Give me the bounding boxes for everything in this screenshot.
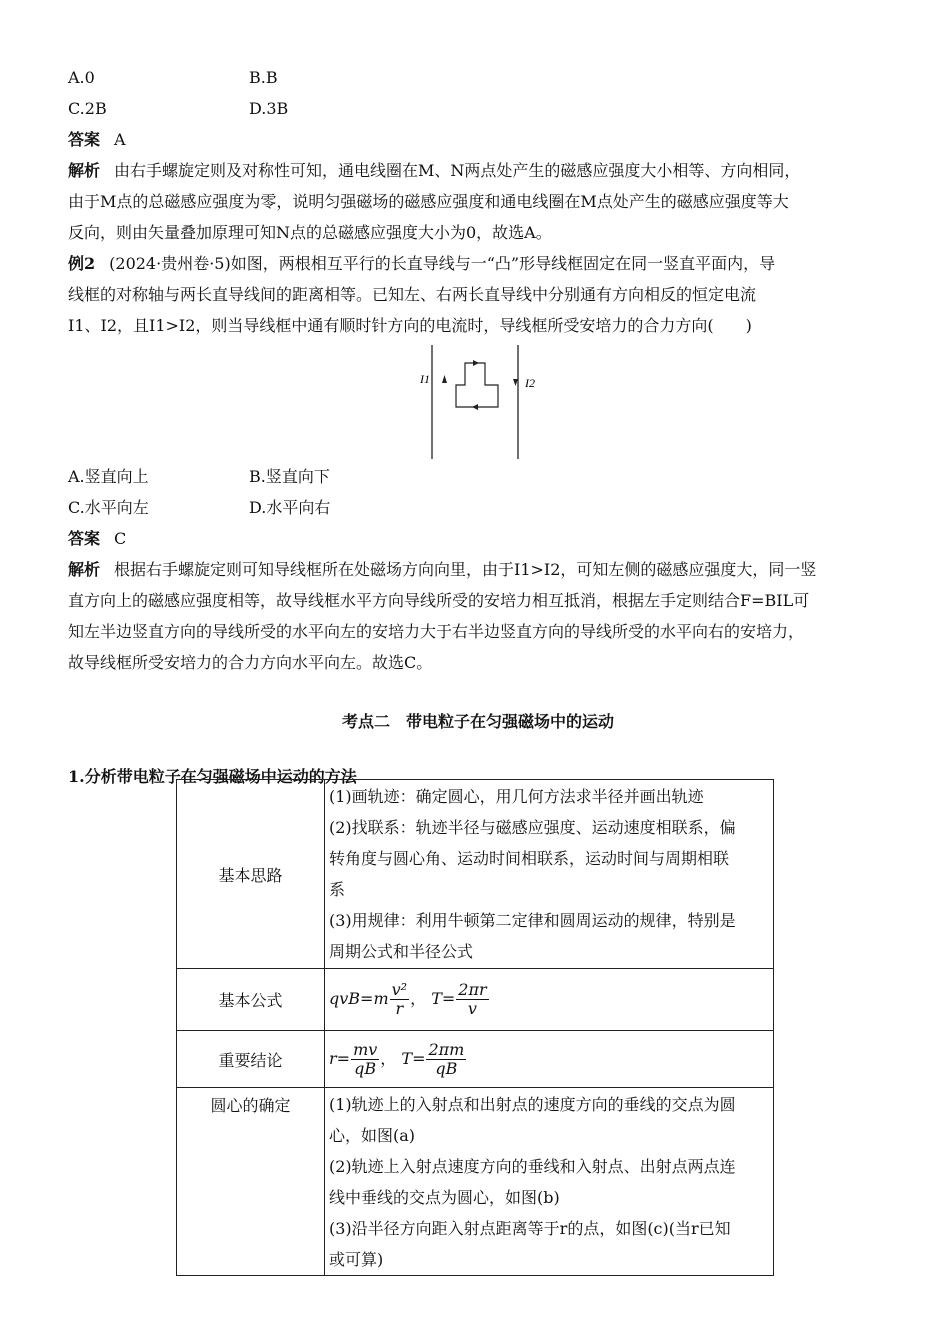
row-label-basic-formula: 基本公式: [177, 969, 325, 1031]
frame-current-arrow-icon: [473, 360, 479, 366]
right-current-label: I2: [525, 376, 535, 390]
row-label-key-conclusion: 重要结论: [177, 1031, 325, 1088]
q2-answer: [68, 523, 888, 554]
q1-option-a: A.0: [68, 68, 95, 87]
table-text-line: 或可算): [329, 1249, 384, 1269]
q2-answer-value: C: [114, 529, 127, 548]
q1-analysis-line: 反向，则由矢量叠加原理可知N点的总磁感应强度大小为0，故选A。: [68, 223, 552, 242]
row-content-basic-idea: [325, 780, 774, 969]
q2-analysis-label: 解析: [68, 560, 101, 579]
table-text-line: 系: [329, 880, 346, 899]
q1-option-b: B.B: [249, 68, 278, 87]
q2-option-a: A.竖直向上: [68, 467, 149, 486]
q1-analysis-line: 由右手螺旋定则及对称性可知，通电线圈在M、N两点处产生的磁感应强度大小相等、方向相同，: [114, 161, 801, 180]
q1-analysis-line: 由于M点的总磁感应强度为零，说明匀强磁场的磁感应强度和通电线圈在M点处产生的磁感应强度等大: [68, 192, 789, 211]
formula-qvb: qvB=m $\frac{\text{v²}}{r}$ ，: [329, 980, 427, 1018]
table-row: [177, 780, 774, 969]
table-text-line: 心，如图(a): [329, 1125, 416, 1145]
q1-analysis: [68, 155, 888, 248]
q2-analysis-line: 根据右手螺旋定则可知导线框所在处磁场方向向里，由于I1>I2，可知左侧的磁感应强度大，同一竖: [114, 560, 817, 579]
q2-stem-line: 如图，两根相互平行的长直导线与一“凸”形导线框固定在同一竖直平面内，导: [230, 254, 776, 273]
q2-options-row-1: [68, 461, 888, 492]
document-page: [68, 62, 888, 792]
formula-radius: r= $\frac{mv}{qB}$ ，: [329, 1039, 397, 1078]
q2-analysis-line: 直方向上的磁感应强度相等，故导线框水平方向导线所受的安培力相互抵消，根据左手定则结合F=BIL可: [68, 591, 810, 610]
q1-option-d: D.3B: [249, 99, 289, 118]
table-row: [177, 969, 774, 1031]
row-content-basic-formula: [325, 969, 774, 1031]
method-table: [176, 779, 774, 1276]
q2-label: 例2: [68, 254, 96, 273]
q1-answer: [68, 124, 888, 155]
q1-answer-label: 答案: [68, 130, 101, 149]
q2-source: (2024·贵州卷·5): [109, 254, 231, 273]
table-text-line: (1)画轨迹：确定圆心，用几何方法求半径并画出轨迹: [329, 787, 704, 806]
row-content-key-conclusion: [325, 1031, 774, 1088]
frame-current-arrow-icon: [472, 404, 478, 410]
q1-analysis-label: 解析: [68, 161, 101, 180]
q1-options-row-2: [68, 93, 888, 124]
table-text-line: (3)沿半径方向距入射点距离等于r的点，如图(c)(当r已知: [329, 1218, 731, 1238]
table-text-line: 转角度与圆心角、运动时间相联系，运动时间与周期相联: [329, 849, 730, 868]
table-text-line: (2)轨迹上入射点速度方向的垂线和入射点、出射点两点连: [329, 1156, 736, 1176]
row-label-basic-idea: 基本思路: [177, 780, 325, 969]
table-text-line: (2)找联系：轨迹半径与磁感应强度、运动速度相联系，偏: [329, 818, 736, 837]
right-wire-arrow-icon: [513, 379, 518, 386]
q2-analysis-line: 知左半边竖直方向的导线所受的水平向左的安培力大于右半边竖直方向的导线所受的水平向右的安培力，: [68, 622, 805, 641]
q2-analysis-line: 故导线框所受安培力的合力方向水平向左。故选C。: [68, 653, 433, 672]
q1-options-row-1: [68, 62, 888, 93]
q2-option-d: D.水平向右: [249, 498, 331, 517]
table-row: [177, 1031, 774, 1088]
table-text-line: (3)用规律：利用牛顿第二定律和圆周运动的规律，特别是: [329, 911, 736, 930]
convex-frame: [456, 363, 498, 407]
q2-stem-line: 线框的对称轴与两长直导线间的距离相等。已知左、右两长直导线中分别通有方向相反的恒定电流: [68, 285, 757, 304]
q1-answer-value: A: [114, 130, 126, 149]
q2-options-row-2: [68, 492, 888, 523]
table-text-line: (1)轨迹上的入射点和出射点的速度方向的垂线的交点为圆: [329, 1094, 736, 1114]
left-wire-arrow-icon: [442, 375, 447, 383]
table-row: [177, 1088, 774, 1276]
formula-period: T= $\frac{2\pi m}{qB}$: [401, 1039, 465, 1078]
q2-figure: [68, 343, 888, 461]
row-label-center-determination: 圆心的确定: [177, 1088, 325, 1276]
formula-period: T= $\frac{2\pi r}{v}$: [431, 980, 487, 1018]
left-current-label: I1: [420, 372, 430, 386]
q2-stem-line: I1、I2，且I1>I2，则当导线框中通有顺时针方向的电流时，导线框所受安培力的合力方向( ): [68, 316, 752, 335]
q2-option-c: C.水平向左: [68, 498, 149, 517]
section-title: 考点二 带电粒子在匀强磁场中的运动: [341, 712, 614, 731]
q2-option-b: B.竖直向下: [249, 467, 330, 486]
wire-frame-diagram: [68, 343, 888, 461]
table-text-line: 线中垂线的交点为圆心，如图(b): [329, 1187, 560, 1207]
q2-stem: [68, 248, 888, 341]
section-subtitle: 1.分析带电粒子在匀强磁场中运动的方法: [68, 767, 357, 786]
row-content-center-determination: [325, 1088, 774, 1276]
table-text-line: 周期公式和半径公式: [329, 942, 474, 961]
q2-answer-label: 答案: [68, 529, 101, 548]
q1-option-c: C.2B: [68, 99, 107, 118]
q2-analysis: [68, 554, 888, 678]
